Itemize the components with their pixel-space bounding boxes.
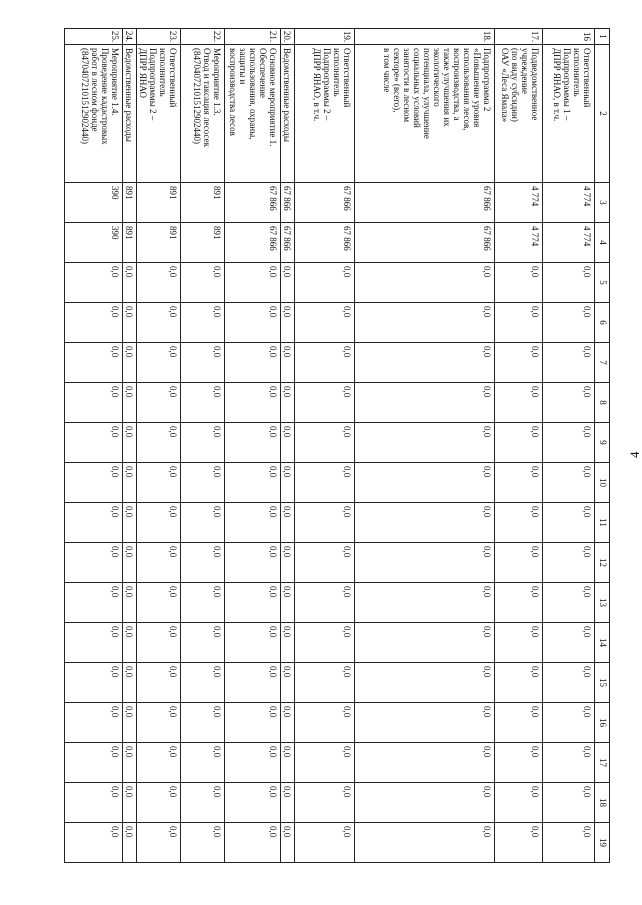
value-cell: 0,0 xyxy=(543,543,595,583)
value-cell: 0,0 xyxy=(281,343,295,383)
value-cell: 0,0 xyxy=(137,823,181,863)
row-name: Ответственный исполнитель Подпрограммы 1 – ДПРР ЯНАО, в т.ч. xyxy=(543,45,595,183)
value-cell: 0,0 xyxy=(281,543,295,583)
value-cell: 0,0 xyxy=(281,463,295,503)
row-number: 25. xyxy=(65,29,123,45)
table-row xyxy=(123,29,137,903)
budget-table xyxy=(64,28,610,903)
value-cell: 0,0 xyxy=(295,423,355,463)
value-cell: 0,0 xyxy=(181,303,225,343)
value-cell: 0,0 xyxy=(495,423,543,463)
value-cell: 0,0 xyxy=(123,383,137,423)
value-cell: 67 866 xyxy=(295,223,355,263)
value-cell: 0,0 xyxy=(65,743,123,783)
table-row xyxy=(137,29,181,903)
value-cell: 0,0 xyxy=(225,423,281,463)
value-cell: 0,0 xyxy=(137,503,181,543)
value-cell: 0,0 xyxy=(543,823,595,863)
value-cell: 0,0 xyxy=(495,583,543,623)
value-cell: 0,0 xyxy=(123,743,137,783)
value-cell: 67 866 xyxy=(225,223,281,263)
value-cell: 0,0 xyxy=(181,823,225,863)
value-cell: 0,0 xyxy=(495,303,543,343)
value-cell: 0,0 xyxy=(295,783,355,823)
value-cell: 0,0 xyxy=(225,263,281,303)
value-cell: 0,0 xyxy=(355,823,495,863)
column-number: 6 xyxy=(595,303,610,343)
value-cell: 0,0 xyxy=(181,663,225,703)
row-number: 21. xyxy=(225,29,281,45)
value-cell: 0,0 xyxy=(65,463,123,503)
value-cell: 0,0 xyxy=(123,543,137,583)
value-cell: 0,0 xyxy=(543,383,595,423)
value-cell: 0,0 xyxy=(495,663,543,703)
value-cell: 0,0 xyxy=(65,623,123,663)
value-cell: 0,0 xyxy=(225,623,281,663)
column-number: 1 xyxy=(595,29,610,45)
value-cell: 0,0 xyxy=(65,423,123,463)
value-cell: 891 xyxy=(137,183,181,223)
value-cell: 0,0 xyxy=(225,703,281,743)
value-cell: 0,0 xyxy=(543,303,595,343)
value-cell: 0,0 xyxy=(295,303,355,343)
value-cell: 0,0 xyxy=(355,703,495,743)
column-number: 2 xyxy=(595,45,610,183)
value-cell: 0,0 xyxy=(225,343,281,383)
value-cell: 67 866 xyxy=(355,183,495,223)
value-cell: 0,0 xyxy=(495,463,543,503)
value-cell: 0,0 xyxy=(181,503,225,543)
value-cell: 0,0 xyxy=(495,783,543,823)
value-cell: 0,0 xyxy=(181,743,225,783)
value-cell: 67 866 xyxy=(281,223,295,263)
value-cell: 0,0 xyxy=(495,623,543,663)
table-row xyxy=(295,29,355,903)
value-cell: 0,0 xyxy=(181,263,225,303)
row-number: 23. xyxy=(137,29,181,45)
value-cell: 0,0 xyxy=(355,743,495,783)
value-cell: 0,0 xyxy=(495,503,543,543)
value-cell: 0,0 xyxy=(281,783,295,823)
value-cell: 0,0 xyxy=(543,703,595,743)
value-cell: 0,0 xyxy=(281,503,295,543)
value-cell: 0,0 xyxy=(225,303,281,343)
value-cell: 0,0 xyxy=(295,703,355,743)
value-cell: 0,0 xyxy=(295,263,355,303)
value-cell: 0,0 xyxy=(355,503,495,543)
value-cell: 0,0 xyxy=(123,623,137,663)
value-cell: 0,0 xyxy=(65,263,123,303)
value-cell: 4 774 xyxy=(495,223,543,263)
value-cell: 0,0 xyxy=(181,703,225,743)
value-cell: 0,0 xyxy=(137,703,181,743)
row-number: 24. xyxy=(123,29,137,45)
value-cell: 0,0 xyxy=(137,663,181,703)
value-cell: 0,0 xyxy=(181,463,225,503)
value-cell: 0,0 xyxy=(543,263,595,303)
column-number: 8 xyxy=(595,383,610,423)
table-body xyxy=(65,29,610,903)
value-cell: 0,0 xyxy=(123,663,137,703)
value-cell: 4 774 xyxy=(495,183,543,223)
value-cell: 0,0 xyxy=(65,343,123,383)
value-cell: 0,0 xyxy=(543,463,595,503)
value-cell: 4 774 xyxy=(543,223,595,263)
value-cell: 0,0 xyxy=(181,623,225,663)
value-cell: 0,0 xyxy=(181,423,225,463)
value-cell: 0,0 xyxy=(123,703,137,743)
value-cell: 0,0 xyxy=(543,663,595,703)
row-number: 18. xyxy=(355,29,495,45)
value-cell: 0,0 xyxy=(295,583,355,623)
row-name: Ответственный исполнитель Подпрограммы 2 – ДПРР ЯНАО, в т.ч. xyxy=(295,45,355,183)
table-row xyxy=(543,29,595,903)
row-name: Подпрограмма 2 «Повышение уровня использования лесов, воспроизводства, а также улучшения их экологического потенциала, улучшение социальных условий занятости в лесном секторе» (всего), в том числе xyxy=(355,45,495,183)
value-cell: 0,0 xyxy=(295,663,355,703)
value-cell: 0,0 xyxy=(543,623,595,663)
value-cell: 0,0 xyxy=(123,503,137,543)
value-cell: 0,0 xyxy=(181,783,225,823)
value-cell: 0,0 xyxy=(543,503,595,543)
value-cell: 0,0 xyxy=(543,583,595,623)
value-cell: 0,0 xyxy=(123,423,137,463)
value-cell: 0,0 xyxy=(543,783,595,823)
value-cell: 0,0 xyxy=(355,263,495,303)
value-cell: 0,0 xyxy=(495,743,543,783)
column-number-row xyxy=(595,29,610,903)
value-cell: 0,0 xyxy=(123,783,137,823)
value-cell: 0,0 xyxy=(281,583,295,623)
value-cell: 0,0 xyxy=(65,543,123,583)
value-cell: 0,0 xyxy=(225,383,281,423)
column-number: 14 xyxy=(595,623,610,663)
value-cell: 0,0 xyxy=(355,463,495,503)
value-cell: 0,0 xyxy=(543,343,595,383)
value-cell: 67 866 xyxy=(281,183,295,223)
value-cell: 0,0 xyxy=(295,503,355,543)
value-cell: 0,0 xyxy=(225,543,281,583)
value-cell: 0,0 xyxy=(225,783,281,823)
page-number: 4 xyxy=(627,451,642,458)
value-cell: 0,0 xyxy=(281,423,295,463)
value-cell: 4 774 xyxy=(543,183,595,223)
column-number: 5 xyxy=(595,263,610,303)
column-number: 15 xyxy=(595,663,610,703)
value-cell: 0,0 xyxy=(181,583,225,623)
value-cell: 0,0 xyxy=(355,663,495,703)
value-cell: 0,0 xyxy=(281,743,295,783)
row-name: Мероприятие 1.4. Проведение кадастровых работ в лесном фонде (84704072101512902440) xyxy=(65,45,123,183)
row-number: 19. xyxy=(295,29,355,45)
row-name: Мероприятие 1.3. Отвод и таксация лесосек (84704072101512902440) xyxy=(181,45,225,183)
value-cell: 0,0 xyxy=(137,303,181,343)
value-cell: 0,0 xyxy=(495,383,543,423)
table-row xyxy=(181,29,225,903)
row-number: 17. xyxy=(495,29,543,45)
column-number: 19 xyxy=(595,823,610,863)
value-cell: 0,0 xyxy=(65,823,123,863)
value-cell: 891 xyxy=(137,223,181,263)
column-number: 11 xyxy=(595,503,610,543)
value-cell: 0,0 xyxy=(355,383,495,423)
value-cell: 0,0 xyxy=(225,663,281,703)
column-number: 18 xyxy=(595,783,610,823)
value-cell: 0,0 xyxy=(123,263,137,303)
value-cell: 0,0 xyxy=(295,623,355,663)
value-cell: 0,0 xyxy=(181,343,225,383)
row-number: 16 xyxy=(543,29,595,45)
row-name: Подведомственное учреждение (по виду субсидии) ОАУ «Леса Ямала» xyxy=(495,45,543,183)
value-cell: 0,0 xyxy=(355,343,495,383)
column-number: 3 xyxy=(595,183,610,223)
value-cell: 0,0 xyxy=(65,503,123,543)
value-cell: 0,0 xyxy=(495,703,543,743)
row-name: Ведомственные расходы xyxy=(281,45,295,183)
value-cell: 390 xyxy=(65,183,123,223)
value-cell: 390 xyxy=(65,223,123,263)
value-cell: 0,0 xyxy=(295,343,355,383)
value-cell: 0,0 xyxy=(295,823,355,863)
value-cell: 0,0 xyxy=(281,623,295,663)
value-cell: 0,0 xyxy=(355,583,495,623)
value-cell: 0,0 xyxy=(495,343,543,383)
value-cell: 0,0 xyxy=(355,303,495,343)
row-name: Основное мероприятие 1. Обеспечение использования, охраны, защиты и воспроизводства лесов xyxy=(225,45,281,183)
value-cell: 0,0 xyxy=(123,583,137,623)
column-number: 10 xyxy=(595,463,610,503)
value-cell: 0,0 xyxy=(295,743,355,783)
value-cell: 0,0 xyxy=(123,823,137,863)
column-number: 4 xyxy=(595,223,610,263)
value-cell: 0,0 xyxy=(137,343,181,383)
table-row xyxy=(65,29,123,903)
value-cell: 0,0 xyxy=(281,703,295,743)
table-row xyxy=(355,29,495,903)
value-cell: 0,0 xyxy=(355,623,495,663)
value-cell: 0,0 xyxy=(495,823,543,863)
value-cell: 0,0 xyxy=(281,823,295,863)
value-cell: 0,0 xyxy=(137,783,181,823)
value-cell: 0,0 xyxy=(355,783,495,823)
value-cell: 0,0 xyxy=(225,463,281,503)
value-cell: 0,0 xyxy=(181,383,225,423)
value-cell: 67 866 xyxy=(355,223,495,263)
row-name: Ответственный исполнитель Подпрограммы 2 – ДПРР ЯНАО xyxy=(137,45,181,183)
column-number: 17 xyxy=(595,743,610,783)
value-cell: 0,0 xyxy=(355,423,495,463)
value-cell: 0,0 xyxy=(137,743,181,783)
value-cell: 0,0 xyxy=(295,463,355,503)
column-number: 13 xyxy=(595,583,610,623)
value-cell: 0,0 xyxy=(65,663,123,703)
value-cell: 891 xyxy=(123,223,137,263)
value-cell: 0,0 xyxy=(355,543,495,583)
value-cell: 891 xyxy=(181,183,225,223)
column-number: 7 xyxy=(595,343,610,383)
value-cell: 0,0 xyxy=(137,543,181,583)
value-cell: 0,0 xyxy=(495,543,543,583)
row-name: Ведомственные расходы xyxy=(123,45,137,183)
value-cell: 891 xyxy=(181,223,225,263)
value-cell: 0,0 xyxy=(225,583,281,623)
column-number: 9 xyxy=(595,423,610,463)
value-cell: 0,0 xyxy=(65,303,123,343)
value-cell: 0,0 xyxy=(495,263,543,303)
value-cell: 0,0 xyxy=(123,303,137,343)
value-cell: 0,0 xyxy=(137,263,181,303)
value-cell: 0,0 xyxy=(65,703,123,743)
value-cell: 0,0 xyxy=(65,583,123,623)
value-cell: 0,0 xyxy=(543,743,595,783)
table-row xyxy=(495,29,543,903)
value-cell: 0,0 xyxy=(295,543,355,583)
column-number: 16 xyxy=(595,703,610,743)
value-cell: 0,0 xyxy=(137,623,181,663)
value-cell: 0,0 xyxy=(137,383,181,423)
table-row xyxy=(281,29,295,903)
value-cell: 67 866 xyxy=(225,183,281,223)
row-number: 20. xyxy=(281,29,295,45)
value-cell: 0,0 xyxy=(137,583,181,623)
value-cell: 0,0 xyxy=(295,383,355,423)
value-cell: 0,0 xyxy=(225,503,281,543)
row-number: 22. xyxy=(181,29,225,45)
value-cell: 0,0 xyxy=(137,463,181,503)
value-cell: 0,0 xyxy=(225,743,281,783)
value-cell: 0,0 xyxy=(65,383,123,423)
table-row xyxy=(225,29,281,903)
value-cell: 0,0 xyxy=(65,783,123,823)
value-cell: 0,0 xyxy=(225,823,281,863)
value-cell: 0,0 xyxy=(281,383,295,423)
value-cell: 0,0 xyxy=(123,463,137,503)
value-cell: 67 866 xyxy=(295,183,355,223)
value-cell: 0,0 xyxy=(281,663,295,703)
value-cell: 0,0 xyxy=(123,343,137,383)
value-cell: 0,0 xyxy=(543,423,595,463)
value-cell: 0,0 xyxy=(281,303,295,343)
rotated-table-page xyxy=(80,28,610,902)
value-cell: 891 xyxy=(123,183,137,223)
column-number: 12 xyxy=(595,543,610,583)
value-cell: 0,0 xyxy=(137,423,181,463)
value-cell: 0,0 xyxy=(281,263,295,303)
value-cell: 0,0 xyxy=(181,543,225,583)
